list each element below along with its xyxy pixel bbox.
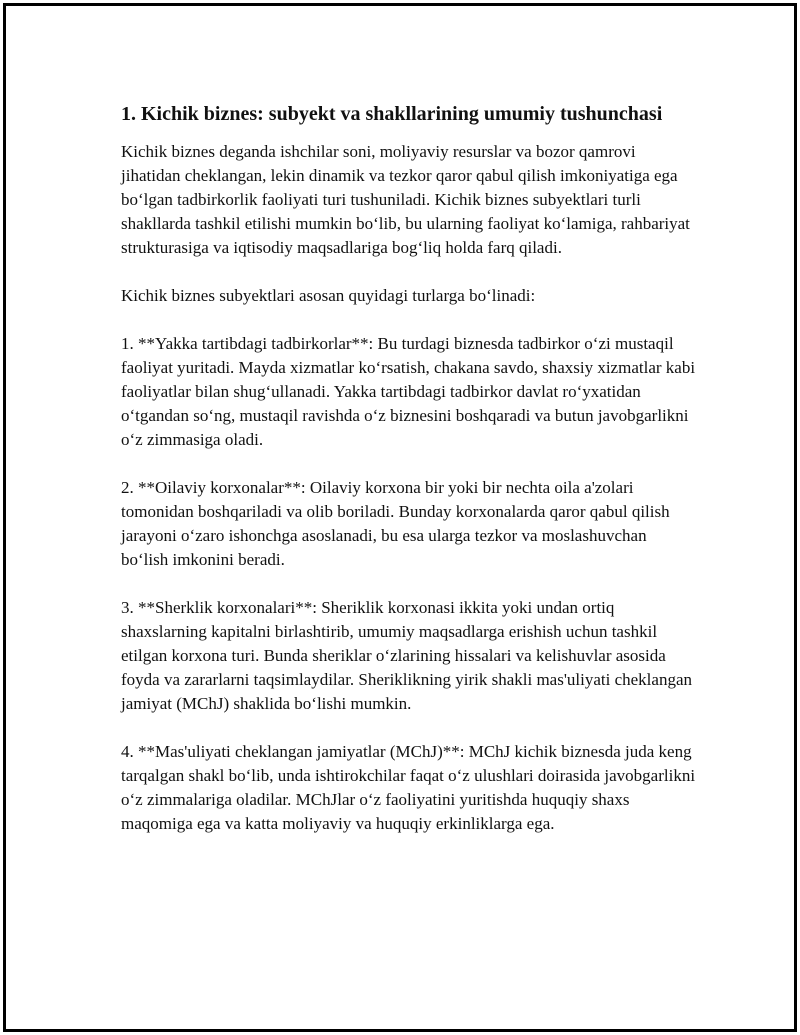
intro-paragraph: Kichik biznes deganda ishchilar soni, moliyaviy resurslar va bozor qamrovi jihatidan cheklangan, lekin dinamik va tezkor qaror qabul qilish imkoniyatiga ega bo‘lgan tadbirkorlik faoliyati turi tushuniladi. Kichik biznes subyektlari turli shakllarda tashkil etilishi mumkin bo‘lib, bu ularning faoliyat ko‘lamiga, rahbariyat strukturasiga va iqtisodiy maqsadlariga bog‘liq holda farq qiladi.: [121, 142, 690, 257]
item-partnerships: 3. **Sherklik korxonalari**: Sheriklik korxonasi ikkita yoki undan ortiq shaxslarning kapitalni birlashtirib, umumiy maqsadlarga erishish uchun tashkil etilgan korxona turi. Bunda sheriklar o‘zlarining hissalari va kelishuvlar asosida foyda va zararlarni taqsimlaydilar. Sheriklikning yirik shakli mas'uliyati cheklangan jamiyat (MChJ) shaklida bo‘lishi mumkin.: [121, 598, 692, 713]
document-body: [121, 101, 696, 836]
item-sole-proprietors: 1. **Yakka tartibdagi tadbirkorlar**: Bu turdagi biznesda tadbirkor o‘zi mustaqil faoliyat yuritadi. Mayda xizmatlar ko‘rsatish, chakana savdo, shaxsiy xizmatlar kabi faoliyatlar bilan shug‘ullanadi. Yakka tartibdagi tadbirkor davlat ro‘yxatidan o‘tgandan so‘ng, mustaqil ravishda o‘z biznesini boshqaradi va butun javobgarlikni o‘z zimmasiga oladi.: [121, 334, 696, 449]
item-llc: 4. **Mas'uliyati cheklangan jamiyatlar (MChJ)**: MChJ kichik biznesda juda keng tarqalgan shakl bo‘lib, unda ishtirokchilar faqat o‘z ulushlari doirasida javobgarlikni o‘z zimmalariga oladilar. MChJlar o‘z faoliyatini yuritishda huquqiy shaxs maqomiga ega va katta moliyaviy va huquqiy erkinliklarga ega.: [121, 742, 696, 833]
item-family-businesses: 2. **Oilaviy korxonalar**: Oilaviy korxona bir yoki bir nechta oila a'zolari tomonidan boshqariladi va olib boriladi. Bunday korxonalarda qaror qabul qilish jarayoni o‘zaro ishonchga asoslanadi, bu esa ularga tezkor va moslashuvchan bo‘lish imkonini beradi.: [121, 478, 670, 569]
section-heading: 1. Kichik biznes: subyekt va shakllarining umumiy tushunchasi: [121, 103, 663, 125]
types-lead-paragraph: Kichik biznes subyektlari asosan quyidagi turlarga bo‘linadi:: [121, 286, 536, 305]
page-frame: [3, 3, 797, 1032]
